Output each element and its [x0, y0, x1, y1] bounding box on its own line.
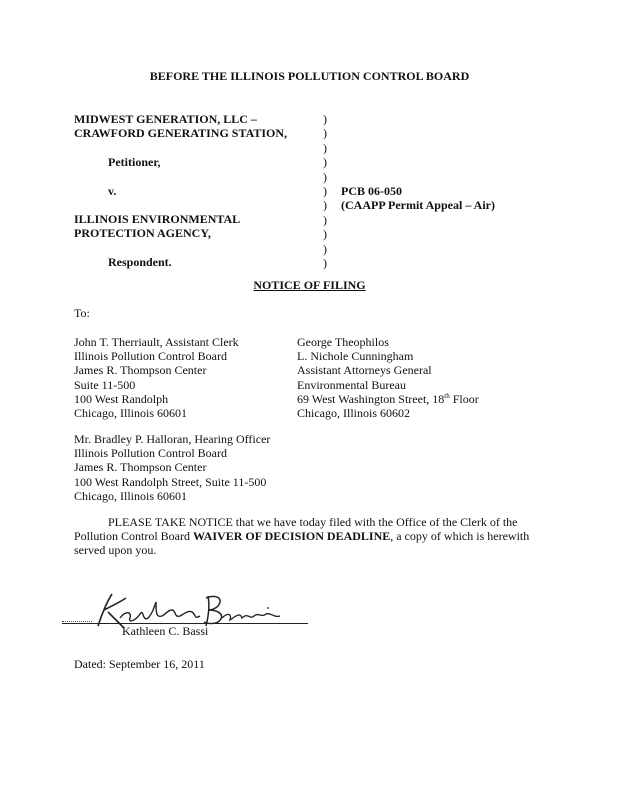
- to-label: To:: [74, 306, 90, 320]
- caption-paren: ): [323, 198, 327, 213]
- body-line-3: served upon you.: [74, 543, 157, 558]
- caption-paren: ): [323, 212, 327, 227]
- address-line: Chicago, Illinois 60601: [74, 405, 187, 420]
- address-line: Suite 11-500: [74, 377, 136, 392]
- signer-name: Kathleen C. Bassi: [122, 624, 209, 638]
- recipient-attorneys-block: [297, 335, 479, 420]
- address-line: Illinois Pollution Control Board: [74, 446, 228, 461]
- body-line-2: [74, 529, 529, 543]
- body-line-2-suffix: , a copy of which is herewith: [390, 529, 530, 544]
- street-ordinal: th: [444, 391, 450, 400]
- document-title-reference: WAIVER OF DECISION DEADLINE: [193, 529, 391, 544]
- address-line: James R. Thompson Center: [74, 460, 207, 475]
- address-line: Environmental Bureau: [297, 377, 406, 392]
- petitioner-label: Petitioner,: [108, 155, 161, 169]
- address-line: James R. Thompson Center: [74, 363, 207, 378]
- caption-paren: ): [323, 126, 327, 141]
- caption-paren: ): [323, 183, 327, 198]
- caption-paren: ): [323, 169, 327, 184]
- address-line: George Theophilos: [297, 335, 389, 349]
- respondent-label: Respondent.: [108, 255, 172, 269]
- address-line-street: [297, 392, 479, 406]
- address-line: John T. Therriault, Assistant Clerk: [74, 335, 239, 349]
- dated-line: Dated: September 16, 2011: [74, 657, 205, 671]
- versus-label: v.: [108, 184, 117, 198]
- address-line: Chicago, Illinois 60602: [297, 405, 410, 420]
- body-line-1: PLEASE TAKE NOTICE that we have today filed with the Office of the Clerk of the: [108, 515, 518, 529]
- address-line: Chicago, Illinois 60601: [74, 488, 187, 503]
- respondent-name-line-2: PROTECTION AGENCY,: [74, 226, 211, 240]
- caption-paren: ): [323, 241, 327, 256]
- address-line: L. Nichole Cunningham: [297, 349, 414, 364]
- signature-dotted-lead: [62, 621, 92, 622]
- caption-paren: ): [323, 255, 327, 270]
- case-type: (CAAPP Permit Appeal – Air): [341, 198, 495, 212]
- notice-title: NOTICE OF FILING: [253, 278, 366, 292]
- notice-body-paragraph: [74, 515, 529, 558]
- address-line: Mr. Bradley P. Halloran, Hearing Officer: [74, 432, 271, 446]
- caption-paren: ): [323, 140, 327, 155]
- caption-paren-column: [323, 112, 327, 270]
- address-line: 100 West Randolph Street, Suite 11-500: [74, 474, 267, 489]
- street-prefix: 69 West Washington Street, 18: [297, 391, 445, 406]
- petitioner-name-line-1: MIDWEST GENERATION, LLC –: [74, 112, 257, 126]
- recipient-hearing-officer-block: [74, 432, 270, 503]
- caption-paren: ): [323, 112, 327, 126]
- document-title: BEFORE THE ILLINOIS POLLUTION CONTROL BOARD: [149, 69, 470, 83]
- street-suffix: Floor: [449, 391, 479, 406]
- address-line: Illinois Pollution Control Board: [74, 349, 228, 364]
- address-line: Assistant Attorneys General: [297, 363, 432, 378]
- caption-paren: ): [323, 155, 327, 170]
- body-line-2-prefix: Pollution Control Board: [74, 529, 194, 544]
- recipient-clerk-block: [74, 335, 239, 420]
- case-number: PCB 06-050: [341, 184, 402, 198]
- respondent-name-line-1: ILLINOIS ENVIRONMENTAL: [74, 212, 241, 226]
- address-line: 100 West Randolph: [74, 391, 169, 406]
- petitioner-name-line-2: CRAWFORD GENERATING STATION,: [74, 126, 288, 140]
- caption-paren: ): [323, 227, 327, 242]
